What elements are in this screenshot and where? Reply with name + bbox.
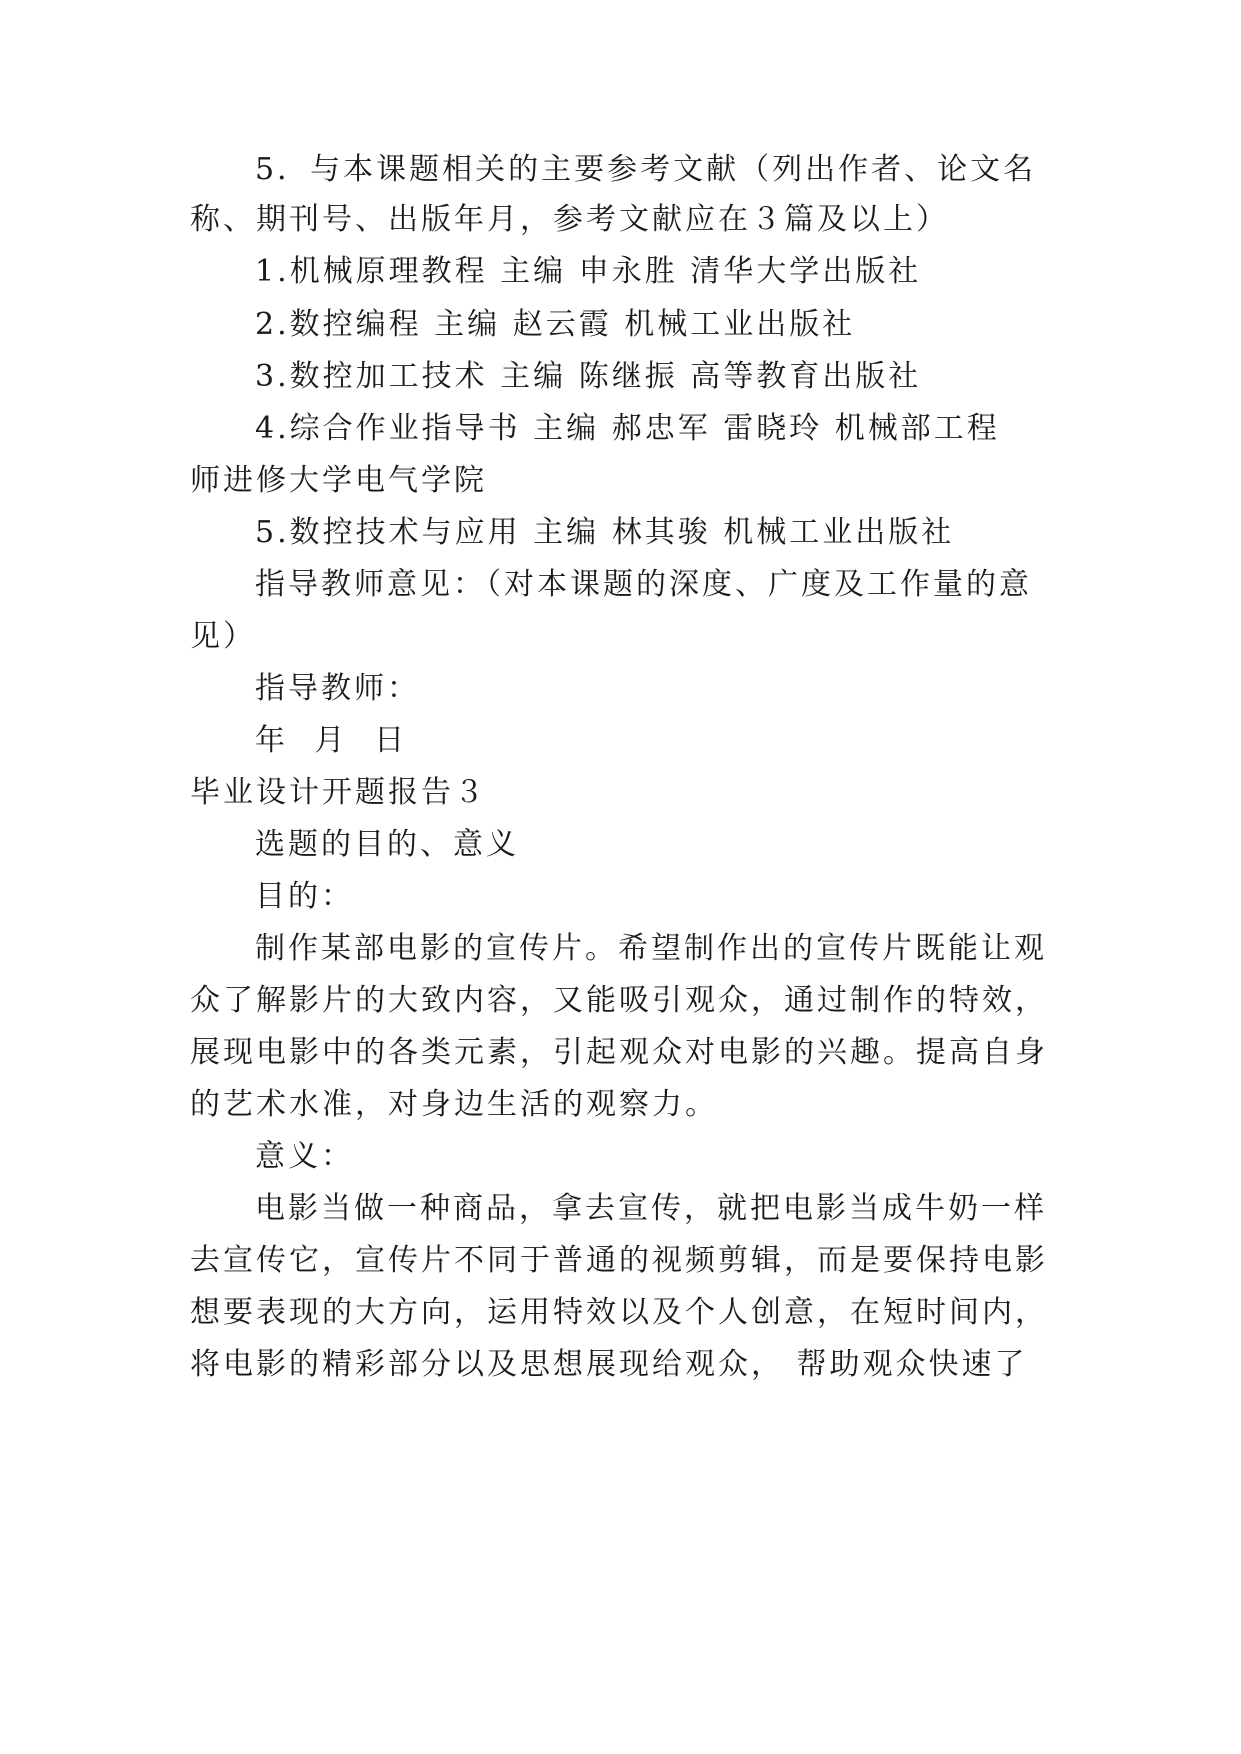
reference-item: 4.综合作业指导书 主编 郝忠军 雷晓玲 机械部工程 — [255, 411, 1000, 446]
purpose-label: 目的： — [255, 879, 354, 914]
reference-item: 2.数控编程 主编 赵云霞 机械工业出版社 — [255, 307, 856, 342]
paragraph-line: 指导教师意见：（对本课题的深度、广度及工作量的意 — [255, 567, 1032, 602]
advisor-label: 指导教师： — [255, 671, 420, 706]
paragraph-line: 将电影的精彩部分以及思想展现给观众， 帮助观众快速了 — [190, 1347, 1028, 1382]
subsection-heading: 选题的目的、意义 — [255, 827, 519, 862]
paragraph-line: 5．与本课题相关的主要参考文献（列出作者、论文名 — [255, 152, 1037, 187]
section-heading: 毕业设计开题报告３ — [190, 775, 487, 810]
reference-item: 3.数控加工技术 主编 陈继振 高等教育出版社 — [255, 359, 922, 394]
reference-item: 1.机械原理教程 主编 申永胜 清华大学出版社 — [255, 254, 922, 289]
paragraph-line: 众了解影片的大致内容，又能吸引观众，通过制作的特效， — [190, 983, 1048, 1018]
paragraph-line: 去宣传它，宣传片不同于普通的视频剪辑，而是要保持电影 — [190, 1243, 1048, 1278]
date-line: 年 月 日 — [255, 723, 408, 758]
paragraph-line: 师进修大学电气学院 — [190, 463, 487, 498]
significance-label: 意义： — [255, 1139, 354, 1174]
paragraph-line: 称、期刊号、出版年月，参考文献应在３篇及以上） — [190, 202, 949, 237]
paragraph-line: 制作某部电影的宣传片。希望制作出的宣传片既能让观 — [255, 931, 1047, 966]
paragraph-line: 见） — [190, 619, 256, 654]
paragraph-line: 展现电影中的各类元素，引起观众对电影的兴趣。提高自身 — [190, 1035, 1048, 1070]
paragraph-line: 的艺术水准，对身边生活的观察力。 — [190, 1087, 718, 1122]
reference-item: 5.数控技术与应用 主编 林其骏 机械工业出版社 — [255, 515, 955, 550]
paragraph-line: 想要表现的大方向，运用特效以及个人创意，在短时间内， — [190, 1295, 1048, 1330]
paragraph-line: 电影当做一种商品，拿去宣传，就把电影当成牛奶一样 — [255, 1191, 1047, 1226]
